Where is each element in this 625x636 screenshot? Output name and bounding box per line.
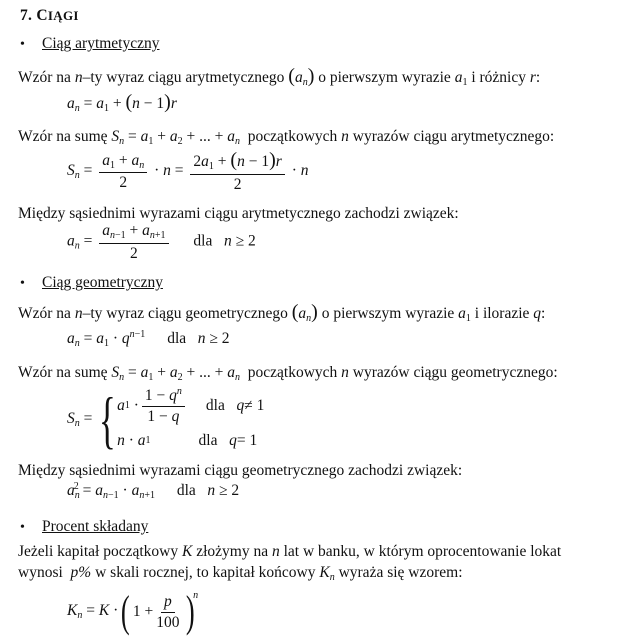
arith-sum-formula: $S_n$ = $\frac{a_1 + a_n}{2}$ · n = $\frac{2a_1 + (n - 1)r}{2}$ · n [67,149,309,193]
arith-relation-text: Między sąsiednimi wyrazami ciągu arytmetycznego zachodzi związek: [18,205,459,222]
percent-line-1: Jeżeli kapitał początkowy K złożymy na n lat w banku, w którym oprocentowanie lokat [18,543,562,560]
section-heading-percent: Procent składany [42,518,149,535]
page-title: 7. CIĄGI [20,7,79,24]
bullet-icon: • [20,520,25,535]
bullet-icon: • [20,37,25,52]
geom-relation-text: Między sąsiednimi wyrazami ciągu geometrycznego zachodzi związek: [18,462,463,479]
geom-nth-term-text: Wzór na n–ty wyraz ciągu geometrycznego $(a_n)$ o pierwszym wyrazie $a_1$ i ilorazie q: [18,301,546,324]
geom-nth-term-formula: $a_n = a_1 \cdot q^{n-1}$ dla n ≥ 2 [67,329,230,349]
geom-relation-formula: $a_n^2 = a_{n-1} \cdot a_{n+1}$ dla n ≥ 2 [67,481,240,501]
arith-relation-formula: $a_n$ = $\frac{a_{n-1} + a_{n+1}}{2}$ dla n ≥ 2 [67,222,256,262]
arith-nth-term-formula: $a_n = a_1 + (n - 1)r$ [67,91,177,114]
geom-sum-formula: $S_n$ = { a 1 · $\frac{1 - q^n}{1 - q}$ dla q ≠ 1 n · a 1 dla q = 1 [67,384,265,455]
section-heading-geometric: Ciąg geometryczny [42,274,163,291]
section-percent [20,517,148,537]
geom-sum-text: Wzór na sumę $S_n = a_1 + a_2$ + ... + $a_n$ początkowych n wyrazów ciągu geometrycznego: [18,364,558,383]
arith-sum-text: Wzór na sumę $S_n = a_1 + a_2$ + ... + $a_n$ początkowych n wyrazów ciągu arytmetycznego: [18,128,555,147]
percent-line-2: wynosi p% w skali rocznej, to kapitał końcowy $K_n$ wyraża się wzorem: [18,564,463,583]
section-geometric [20,273,163,293]
section-arithmetic [20,34,160,54]
section-heading-arithmetic: Ciąg arytmetyczny [42,35,160,52]
arith-nth-term-text: Wzór na n–ty wyraz ciągu arytmetycznego $(a_n)$ o pierwszym wyrazie $a_1$ i różnicy r: [18,65,541,88]
percent-formula: $K_n = K$ · ( 1 + $\frac{p}{100}$ ) n [67,587,199,636]
bullet-icon: • [20,276,25,291]
